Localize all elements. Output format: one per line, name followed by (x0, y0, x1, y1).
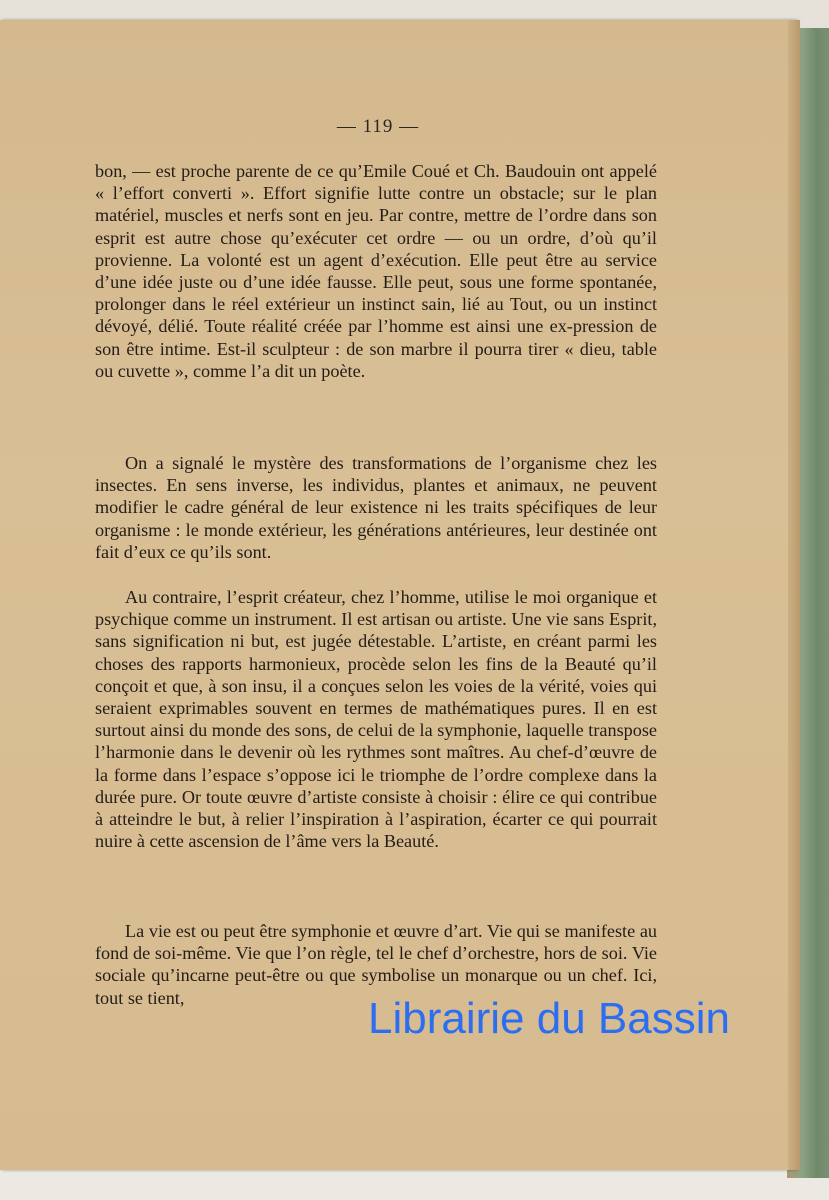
paragraph-3 (95, 586, 657, 852)
scan-background (0, 1170, 829, 1200)
paragraph-2 (95, 452, 657, 563)
paragraph-text: Au contraire, l’esprit créateur, chez l’homme, utilise le moi organique et psychique comme un instrument. Il est artisan ou artiste. Une vie sans Esprit, sans signification ni but, est jugée détestable. L’artiste, en créant parmi les choses des rapports harmonieux, procède selon les fins de la Beauté qu’il conçoit et que, à son insu, il a conçues selon les voies de la vérité, voies qui seraient exprimables souvent en termes de mathématiques pures. Il en est surtout ainsi du monde des sons, de celui de la symphonie, laquelle transpose l’harmonie dans le devenir où les rythmes sont maîtres. Au chef-d’œuvre de la forme dans l’espace s’oppose ici le triomphe de l’ordre complexe dans la durée pure. Or toute œuvre d’artiste consiste à choisir : élire ce qui contribue à atteindre le but, à relier l’inspiration à l’aspiration, écarter ce qui pourrait nuire à cette ascension de l’âme vers la Beauté. (95, 587, 657, 852)
page-number: — 119 — (336, 116, 420, 137)
bookseller-watermark: Librairie du Bassin (368, 994, 730, 1043)
page-edge (788, 20, 800, 1170)
paragraph-text: bon, — est proche parente de ce qu’Emile Coué et Ch. Baudouin ont appelé « l’effort converti ». Effort signifie lutte contre un obstacle; sur le plan matériel, muscles et nerfs sont en jeu. Par contre, mettre de l’ordre dans son esprit est autre chose qu’exécuter cet ordre — ou un ordre, d’où qu’il provienne. La volonté est un agent d’exécution. Elle peut être au service d’une idée juste ou d’une idée fausse. Elle peut, sous une forme spontanée, prolonger dans le réel extérieur un instinct sain, lié au Tout, ou un instinct dévoyé, délié. Toute réalité créée par l’homme est ainsi une ex-pression de son être intime. Est-il sculpteur : de son marbre il pourra tirer « dieu, table ou cuvette », comme l’a dit un poète. (95, 161, 657, 381)
paragraph-1 (95, 160, 657, 382)
paragraph-text: On a signalé le mystère des transformations de l’organisme chez les insectes. En sens inverse, les individus, plantes et animaux, ne peuvent modifier le cadre général de leur existence ni les traits spécifiques de leur organisme : le monde extérieur, les générations antérieures, leur destinée ont fait d’eux ce qu’ils sont. (95, 453, 657, 562)
paragraph-text: La vie est ou peut être symphonie et œuvre d’art. Vie qui se manifeste au fond de soi-même. Vie que l’on règle, tel le chef d’orchestre, hors de soi. Vie sociale qu’incarne peut-être ou que symbolise un monarque ou un chef. Ici, tout se tient, (95, 921, 657, 1008)
